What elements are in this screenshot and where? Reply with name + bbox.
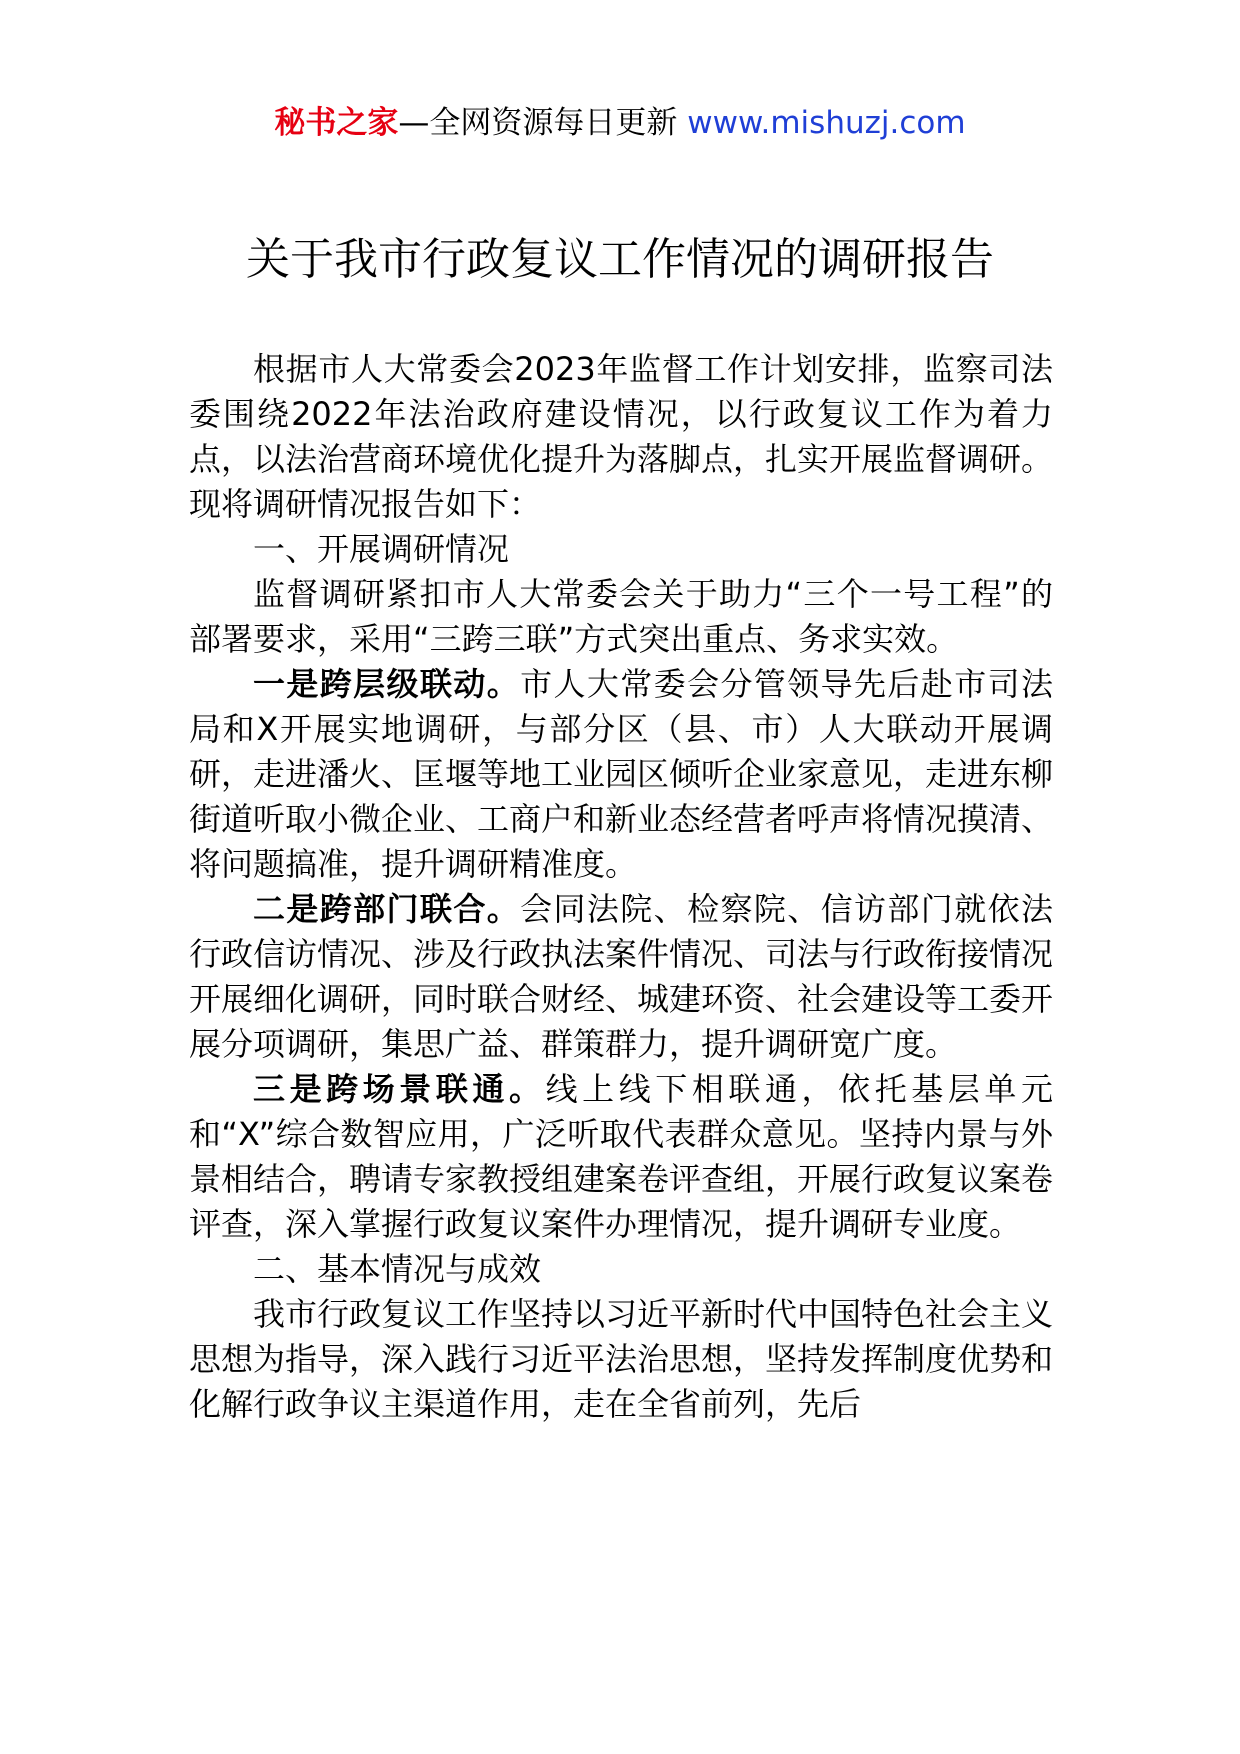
document-body bbox=[189, 347, 1053, 1427]
paragraph-lead: 一是跨层级联动。 bbox=[253, 665, 521, 703]
paragraph-cross-scene: 三是跨场景联通。线上线下相联通，依托基层单元和“X”综合数智应用，广泛听取代表群众意见。坚持内景与外景相结合，聘请专家教授组建案卷评查组，开展行政复议案卷评查，深入掌握行政复议案件办理情况，提升调研专业度。 bbox=[189, 1070, 1054, 1243]
section-heading-2: 二、基本情况与成效 bbox=[253, 1250, 542, 1288]
paragraph-intro: 根据市人大常委会2023年监督工作计划安排，监察司法委围绕2022年法治政府建设情况，以行政复议工作为着力点，以法治营商环境优化提升为落脚点，扎实开展监督调研。现将调研情况报告如下： bbox=[189, 350, 1054, 523]
paragraph-lead: 二是跨部门联合。 bbox=[253, 890, 521, 928]
paragraph-cross-level: 一是跨层级联动。市人大常委会分管领导先后赴市司法局和X开展实地调研，与部分区（县、市）人大联动开展调研，走进潘火、匡堰等地工业园区倾听企业家意见，走进东柳街道听取小微企业、工商户和新业态经营者呼声将情况摸清、将问题搞准，提升调研精准度。 bbox=[189, 665, 1054, 883]
site-url[interactable]: www.mishuzj.com bbox=[687, 105, 966, 141]
paragraph-lead: 三是跨场景联通。 bbox=[253, 1070, 546, 1108]
paragraph-cross-department: 二是跨部门联合。会同法院、检察院、信访部门就依法行政信访情况、涉及行政执法案件情况、司法与行政衔接情况开展细化调研，同时联合财经、城建环资、社会建设等工委开展分项调研，集思广益、群策群力，提升调研宽广度。 bbox=[189, 890, 1054, 1063]
document-title: 关于我市行政复议工作情况的调研报告 bbox=[246, 234, 994, 285]
site-header bbox=[0, 100, 1240, 146]
site-brand: 秘书之家 bbox=[274, 105, 399, 141]
paragraph-basic: 我市行政复议工作坚持以习近平新时代中国特色社会主义思想为指导，深入践行习近平法治思想，坚持发挥制度优势和化解行政争议主渠道作用，走在全省前列，先后 bbox=[189, 1295, 1054, 1423]
paragraph-overview: 监督调研紧扣市人大常委会关于助力“三个一号工程”的部署要求，采用“三跨三联”方式突出重点、务求实效。 bbox=[189, 575, 1053, 658]
site-tagline: —全网资源每日更新 bbox=[398, 105, 678, 141]
section-heading-1: 一、开展调研情况 bbox=[253, 530, 510, 568]
